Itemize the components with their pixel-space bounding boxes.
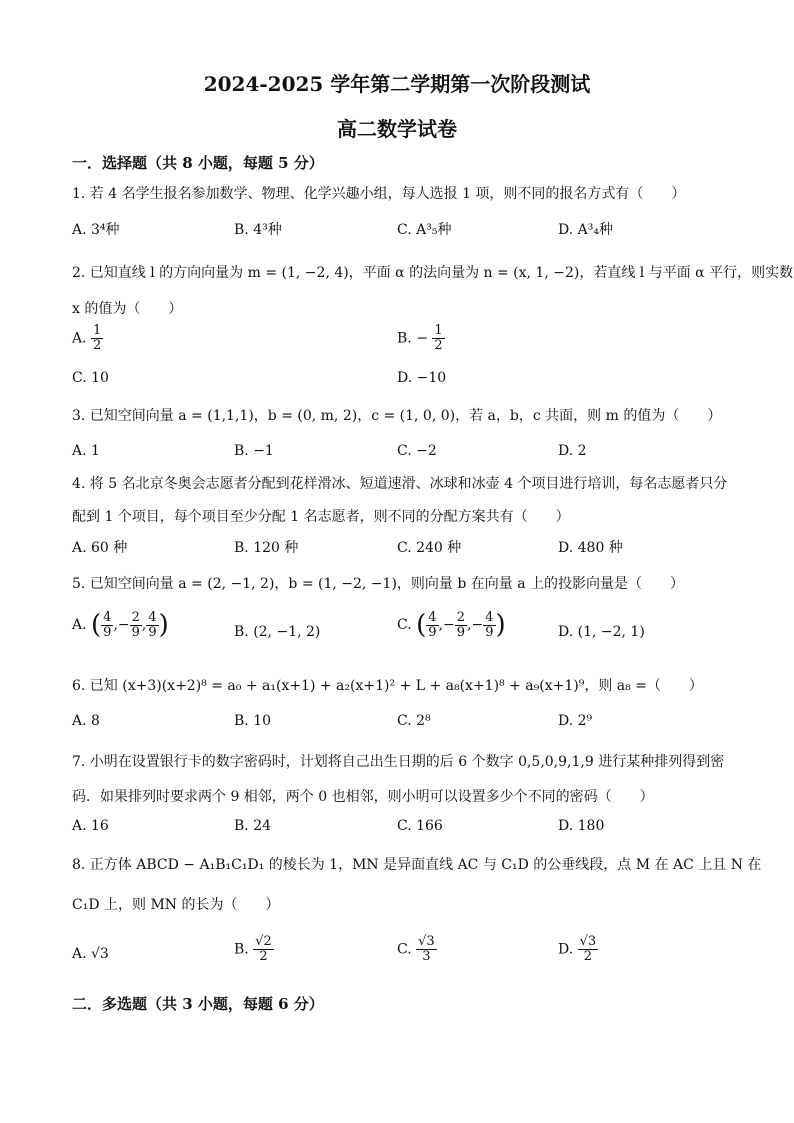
fraction: $\frac{1}{2}$	[93, 323, 102, 353]
option-label: B. −	[397, 330, 428, 347]
option-label: C.	[397, 617, 412, 633]
question-3-option-d: D. 2	[558, 443, 587, 459]
exam-title: 2024-2025 学年第二学期第一次阶段测试	[203, 72, 591, 96]
option-label: B.	[234, 941, 249, 958]
question-4-option-c: C. 240 种	[397, 540, 462, 556]
question-7-option-a: A. 16	[72, 818, 109, 834]
question-3-stem: 3. 已知空间向量 a = (1,1,1)，b = (0, m, 2)，c = (1, 0, 0)，若 a，b，c 共面，则 m 的值为（ ）	[72, 408, 722, 424]
question-1-option-d: D. A³₄种	[558, 222, 613, 238]
question-3-option-b: B. −1	[234, 443, 274, 459]
question-2-stem-line2: x 的值为（ ）	[72, 301, 183, 317]
question-7-stem-line1: 7. 小明在设置银行卡的数字密码时，计划将自己出生日期的后 6 个数字 0,5,0,9,1,9 进行某种排列得到密	[72, 754, 725, 770]
question-8-stem-line2: C₁D 上，则 MN 的长为（ ）	[72, 897, 280, 913]
question-2-option-d: D. −10	[397, 370, 447, 386]
option-label: A.	[72, 617, 87, 633]
question-8-option-b: B. $\frac{√2}{2}$	[234, 934, 272, 964]
option-label: C.	[397, 941, 412, 958]
exam-subtitle: 高二数学试卷	[337, 117, 457, 141]
question-6-option-a: A. 8	[72, 713, 100, 729]
question-8-option-a: A. √3	[72, 946, 109, 962]
question-8-option-d: D. $\frac{√3}{2}$	[558, 934, 597, 964]
question-5-option-b: B. (2, −1, 2)	[234, 624, 321, 640]
question-1-option-c: C. A³₅种	[397, 222, 452, 238]
question-7-stem-line2: 码．如果排列时要求两个 9 相邻，两个 0 也相邻，则小明可以设置多少个不同的密码（ ）	[72, 789, 654, 805]
question-5-option-a: A. ( $\frac{4}{9}$ ,− $\frac{2}{9}$ , $\frac{4}{9}$ )	[72, 609, 169, 640]
question-8-option-c: C. $\frac{√3}{3}$	[397, 934, 435, 964]
fraction: $\frac{1}{2}$	[434, 323, 443, 353]
question-6-option-c: C. 2⁸	[397, 713, 431, 729]
question-2-option-b	[397, 324, 445, 353]
question-4-option-d: D. 480 种	[558, 540, 623, 556]
question-2-stem-line1: 2. 已知直线 l 的方向向量为 m = (1, −2, 4)，平面 α 的法向量为 n = (x, 1, −2)，若直线 l 与平面 α 平行，则实数	[72, 265, 794, 281]
question-4-option-a: A. 60 种	[72, 540, 128, 556]
question-7-option-c: C. 166	[397, 818, 443, 834]
question-8-stem-line1: 8. 正方体 ABCD − A₁B₁C₁D₁ 的棱长为 1，MN 是异面直线 AC 与 C₁D 的公垂线段，点 M 在 AC 上且 N 在	[72, 857, 762, 873]
question-5-stem: 5. 已知空间向量 a = (2, −1, 2)，b = (1, −2, −1)，则向量 b 在向量 a 上的投影向量是（ ）	[72, 576, 685, 592]
question-3-option-a: A. 1	[72, 443, 100, 459]
question-1-option-b: B. 4³种	[234, 222, 282, 238]
question-5-option-d: D. (1, −2, 1)	[558, 624, 645, 640]
question-1-stem: 1. 若 4 名学生报名参加数学、物理、化学兴趣小组，每人选报 1 项，则不同的报名方式有（ ）	[72, 186, 686, 202]
question-1-option-a: A. 3⁴种	[72, 222, 120, 238]
question-4-stem-line1: 4. 将 5 名北京冬奥会志愿者分配到花样滑冰、短道速滑、冰球和冰壶 4 个项目进行培训，每名志愿者只分	[72, 476, 728, 492]
question-2-option-a	[72, 324, 103, 353]
question-6-stem: 6. 已知 (x+3)(x+2)⁸ = a₀ + a₁(x+1) + a₂(x+1)² + L + a₈(x+1)⁸ + a₉(x+1)⁹，则 a₈ =（ ）	[72, 678, 703, 694]
option-label: D.	[558, 941, 574, 958]
question-7-option-d: D. 180	[558, 818, 605, 834]
section-heading-single-choice: 一．选择题（共 8 小题，每题 5 分）	[72, 154, 324, 172]
question-3-option-c: C. −2	[397, 443, 437, 459]
question-7-option-b: B. 24	[234, 818, 272, 834]
question-6-option-b: B. 10	[234, 713, 272, 729]
question-4-option-b: B. 120 种	[234, 540, 299, 556]
question-5-option-c: C. ( $\frac{4}{9}$ ,− $\frac{2}{9}$ ,− $\frac{4}{9}$ )	[397, 609, 506, 640]
question-6-option-d: D. 2⁹	[558, 713, 593, 729]
option-label: A.	[72, 330, 87, 347]
question-2-option-c: C. 10	[72, 370, 109, 386]
section-heading-multiple-choice: 二．多选题（共 3 小题，每题 6 分）	[72, 995, 324, 1013]
question-4-stem-line2: 配到 1 个项目，每个项目至少分配 1 名志愿者，则不同的分配方案共有（ ）	[72, 509, 570, 525]
